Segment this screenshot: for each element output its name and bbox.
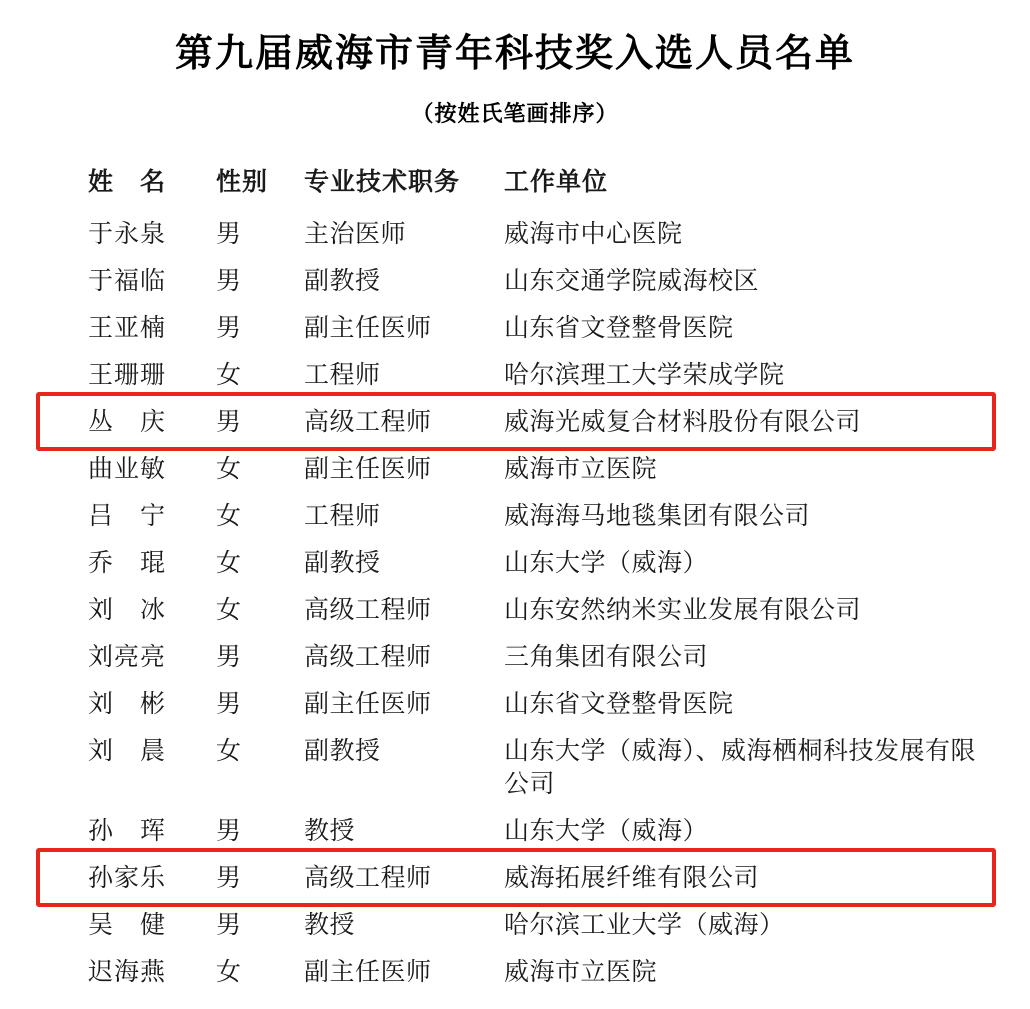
cell-gender: 女 — [216, 957, 243, 986]
cell-gender: 女 — [216, 360, 243, 389]
person-name: 刘 冰 — [88, 595, 167, 624]
table-header-row — [88, 156, 978, 210]
cell-organization: 山东省文登整骨医院 — [504, 689, 734, 718]
cell-organization: 哈尔滨工业大学（威海） — [504, 910, 785, 939]
cell-gender: 男 — [216, 407, 243, 436]
cell-name — [88, 586, 216, 633]
table-row — [88, 727, 978, 807]
cell-professional-title: 副主任医师 — [304, 689, 432, 718]
person-name: 孙 珲 — [88, 816, 167, 845]
cell-name — [88, 854, 216, 901]
cell-professional-title: 高级工程师 — [304, 407, 432, 436]
cell-name — [88, 492, 216, 539]
person-name: 刘 彬 — [88, 689, 167, 718]
roster-table-body — [88, 210, 978, 995]
cell-gender: 男 — [216, 219, 243, 248]
cell-name — [88, 901, 216, 948]
cell-gender: 男 — [216, 313, 243, 342]
cell-professional-title: 副主任医师 — [304, 313, 432, 342]
cell-gender: 男 — [216, 816, 243, 845]
person-name: 丛 庆 — [88, 407, 167, 436]
cell-name — [88, 807, 216, 854]
table-row — [88, 492, 978, 539]
column-header-name: 姓 名 — [88, 167, 167, 196]
cell-professional-title: 主治医师 — [304, 219, 407, 248]
person-name: 乔 琨 — [88, 548, 167, 577]
cell-professional-title: 副教授 — [304, 548, 381, 577]
table-row — [88, 398, 978, 445]
table-row — [88, 807, 978, 854]
table-row — [88, 901, 978, 948]
table-row — [88, 304, 978, 351]
cell-gender: 男 — [216, 266, 243, 295]
column-header-org: 工作单位 — [504, 167, 609, 196]
person-name: 刘 晨 — [88, 736, 167, 765]
person-name: 迟海燕 — [88, 957, 167, 986]
page-title: 第九届威海市青年科技奖入选人员名单 — [174, 30, 855, 75]
cell-professional-title: 高级工程师 — [304, 863, 432, 892]
column-header-title: 专业技术职务 — [304, 167, 461, 196]
roster-table-wrapper — [0, 156, 1030, 995]
person-name: 孙家乐 — [88, 863, 167, 892]
cell-gender: 女 — [216, 595, 243, 624]
cell-professional-title: 高级工程师 — [304, 595, 432, 624]
cell-professional-title: 副教授 — [304, 266, 381, 295]
cell-gender: 女 — [216, 501, 243, 530]
cell-organization: 哈尔滨理工大学荣成学院 — [504, 360, 785, 389]
cell-organization: 威海市中心医院 — [504, 219, 683, 248]
column-header-gender: 性别 — [216, 167, 269, 196]
cell-professional-title: 工程师 — [304, 501, 381, 530]
cell-name — [88, 351, 216, 398]
cell-name — [88, 304, 216, 351]
cell-organization: 山东大学（威海） — [504, 816, 709, 845]
table-row — [88, 539, 978, 586]
cell-name — [88, 398, 216, 445]
person-name: 吴 健 — [88, 910, 167, 939]
cell-organization: 山东大学（威海）、威海栖桐科技发展有限公司 — [504, 736, 977, 798]
person-name: 曲业敏 — [88, 454, 167, 483]
cell-name — [88, 680, 216, 727]
cell-organization: 三角集团有限公司 — [504, 642, 709, 671]
cell-gender: 男 — [216, 863, 243, 892]
cell-organization: 山东大学（威海） — [504, 548, 709, 577]
person-name: 王珊珊 — [88, 360, 167, 389]
cell-professional-title: 教授 — [304, 910, 356, 939]
table-row — [88, 351, 978, 398]
cell-gender: 女 — [216, 548, 243, 577]
cell-organization: 威海海马地毯集团有限公司 — [504, 501, 811, 530]
table-row — [88, 948, 978, 995]
table-row — [88, 680, 978, 727]
cell-organization: 威海市立医院 — [504, 454, 658, 483]
cell-name — [88, 445, 216, 492]
cell-gender: 女 — [216, 736, 243, 765]
person-name: 吕 宁 — [88, 501, 167, 530]
cell-professional-title: 工程师 — [304, 360, 381, 389]
cell-name — [88, 948, 216, 995]
cell-name — [88, 727, 216, 807]
cell-professional-title: 教授 — [304, 816, 356, 845]
cell-gender: 女 — [216, 454, 243, 483]
cell-professional-title: 副主任医师 — [304, 454, 432, 483]
table-row — [88, 854, 978, 901]
cell-professional-title: 高级工程师 — [304, 642, 432, 671]
cell-name — [88, 210, 216, 257]
table-row — [88, 257, 978, 304]
cell-organization: 山东安然纳米实业发展有限公司 — [504, 595, 862, 624]
cell-name — [88, 633, 216, 680]
cell-name — [88, 539, 216, 586]
document-page — [0, 22, 1030, 1009]
person-name: 于永泉 — [88, 219, 167, 248]
cell-organization: 威海市立医院 — [504, 957, 658, 986]
person-name: 王亚楠 — [88, 313, 167, 342]
table-row — [88, 210, 978, 257]
cell-gender: 男 — [216, 689, 243, 718]
table-row — [88, 633, 978, 680]
cell-professional-title: 副教授 — [304, 736, 381, 765]
cell-gender: 男 — [216, 642, 243, 671]
cell-organization: 山东省文登整骨医院 — [504, 313, 734, 342]
cell-name — [88, 257, 216, 304]
page-subtitle: （按姓氏笔画排序） — [411, 101, 619, 127]
cell-organization: 山东交通学院威海校区 — [504, 266, 760, 295]
cell-organization: 威海拓展纤维有限公司 — [504, 863, 760, 892]
table-row — [88, 586, 978, 633]
person-name: 于福临 — [88, 266, 167, 295]
cell-professional-title: 副主任医师 — [304, 957, 432, 986]
table-row — [88, 445, 978, 492]
person-name: 刘亮亮 — [88, 642, 167, 671]
cell-organization: 威海光威复合材料股份有限公司 — [504, 407, 862, 436]
roster-table — [88, 156, 978, 995]
cell-gender: 男 — [216, 910, 243, 939]
